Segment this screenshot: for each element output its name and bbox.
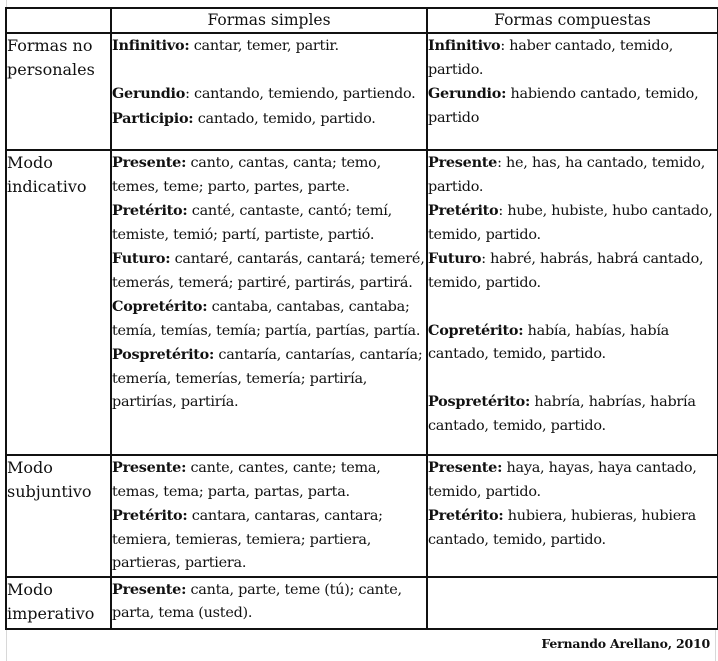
header-empty (6, 8, 111, 33)
entry-preterito: Pretérito: hube, hubiste, hubo cantado, temido, partido. (428, 202, 713, 243)
entry-presente: Presente: cante, cantes, cante; tema, temas, tema; parta, partas, parta. (112, 459, 381, 500)
page-edge-line-right (715, 628, 716, 661)
entry-preterito: Pretérito: hubiera, hubieras, hubiera cantado, temido, partido. (428, 507, 696, 548)
simple-forms-cell (111, 150, 427, 455)
entry-gerundio: Gerundio: habiendo cantado, temido, partido (428, 85, 699, 126)
entry-gerundio: Gerundio: cantando, temiendo, partiendo. (112, 85, 416, 102)
spacer (428, 367, 717, 391)
header-formas-compuestas: Formas compuestas (427, 8, 718, 33)
entry-futuro: Futuro: habré, habrás, habrá cantado, temido, partido. (428, 250, 704, 291)
simple-forms-cell (111, 577, 427, 629)
table-row-modo-subjuntivo (6, 455, 718, 577)
simple-forms-cell (111, 455, 427, 577)
entry-preterito: Pretérito: canté, cantaste, cantó; temí, temiste, temió; partí, partiste, partió. (112, 202, 392, 243)
table-row-modo-imperativo (6, 577, 718, 629)
compound-forms-cell (427, 150, 718, 455)
entry-infinitivo: Infinitivo: haber cantado, temido, partido. (428, 37, 674, 78)
entry-copreterito: Copretérito: había, habías, había cantado, temido, partido. (428, 321, 669, 362)
compound-forms-cell-empty (427, 577, 718, 629)
compound-forms-cell (427, 33, 718, 150)
entry-infinitivo: Infinitivo: cantar, temer, partir. (112, 37, 339, 54)
table-row-formas-no-personales (6, 33, 718, 150)
entry-presente: Presente: haya, hayas, haya cantado, temido, partido. (428, 459, 697, 500)
entry-pospreterito: Pospretérito: habría, habrías, habría cantado, temido, partido. (428, 393, 696, 434)
row-label: Modo indicativo (6, 150, 111, 455)
spacer (112, 59, 426, 83)
row-label: Modo subjuntivo (6, 455, 111, 577)
conjugation-table (5, 7, 718, 630)
author-credit: Fernando Arellano, 2010 (541, 636, 710, 651)
table-row-modo-indicativo (6, 150, 718, 455)
spacer (428, 295, 717, 319)
entry-pospreterito: Pospretérito: cantaría, cantarías, cantaría; temería, temerías, temería; partiría, partirías, partiría. (112, 346, 423, 410)
entry-presente: Presente: he, has, ha cantado, temido, partido. (428, 154, 706, 195)
header-formas-simples: Formas simples (111, 8, 427, 33)
entry-copreterito: Copretérito: cantaba, cantabas, cantaba; temía, temías, temía; partía, partías, partía. (112, 298, 421, 339)
row-label: Formas no personales (6, 33, 111, 150)
entry-presente: Presente: canto, cantas, canta; temo, temes, teme; parto, partes, parte. (112, 154, 381, 195)
compound-forms-cell (427, 455, 718, 577)
entry-presente: Presente: canta, parte, teme (tú); cante, parta, tema (usted). (112, 580, 402, 621)
entry-futuro: Futuro: cantaré, cantarás, cantará; temeré, temerás, temerá; partiré, partirás, partirá. (112, 250, 425, 291)
row-label: Modo imperativo (6, 577, 111, 629)
entry-participio: Participio: cantado, temido, partido. (112, 109, 376, 127)
header-row (6, 8, 718, 33)
simple-forms-cell (111, 33, 427, 150)
entry-preterito: Pretérito: cantara, cantaras, cantara; temiera, temieras, temiera; partiera, partieras, partiera. (112, 507, 383, 571)
